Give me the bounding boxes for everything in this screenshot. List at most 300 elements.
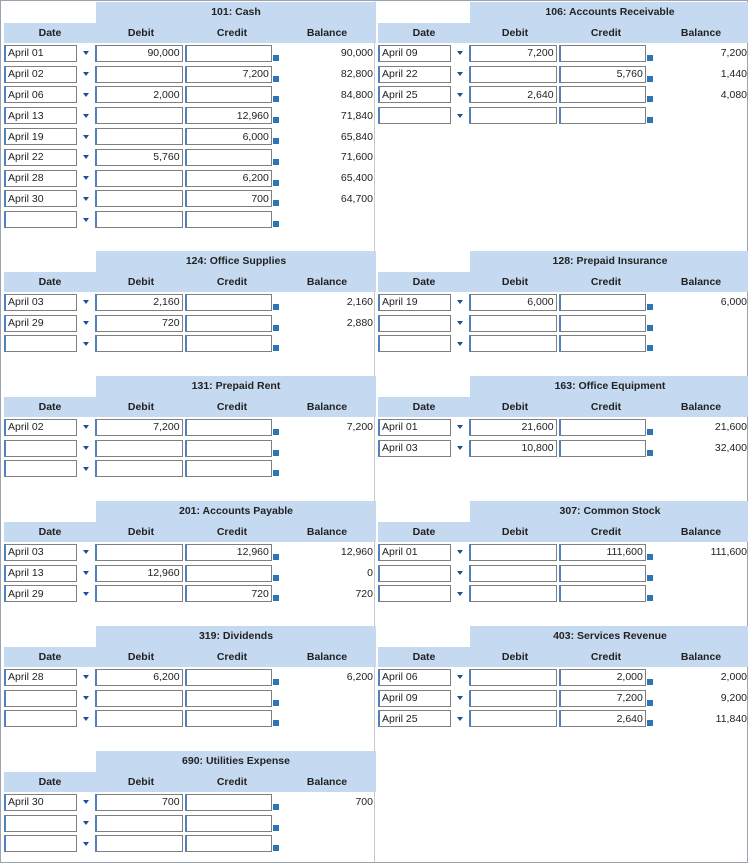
credit-header: Credit bbox=[216, 526, 248, 538]
date-select[interactable] bbox=[4, 211, 77, 228]
dropdown-arrow-icon[interactable] bbox=[77, 294, 95, 311]
debit-input[interactable] bbox=[469, 565, 556, 582]
explanation-flag-icon[interactable] bbox=[273, 221, 279, 227]
balance-value: 84,800 bbox=[340, 88, 373, 101]
date-select[interactable] bbox=[378, 335, 451, 352]
date-select[interactable]: April 22 bbox=[378, 66, 451, 83]
dropdown-arrow-icon[interactable] bbox=[451, 669, 469, 686]
credit-input[interactable]: 2,000 bbox=[559, 669, 646, 686]
dropdown-arrow-icon[interactable] bbox=[77, 170, 95, 187]
date-header: Date bbox=[38, 651, 62, 663]
explanation-flag-icon[interactable] bbox=[273, 845, 279, 851]
balance-value: 65,840 bbox=[340, 130, 373, 143]
date-select[interactable]: April 03 bbox=[4, 544, 77, 561]
explanation-flag-icon[interactable] bbox=[273, 450, 279, 456]
balance-header: Balance bbox=[306, 27, 348, 39]
debit-input[interactable]: 10,800 bbox=[469, 440, 556, 457]
account-title: 690: Utilities Expense bbox=[96, 751, 376, 772]
date-header: Date bbox=[412, 401, 436, 413]
ledger-row bbox=[4, 688, 376, 709]
date-select[interactable]: April 30 bbox=[4, 190, 77, 207]
ledger-row bbox=[378, 334, 748, 355]
ledger-row bbox=[4, 189, 376, 210]
ledger-row bbox=[4, 168, 376, 189]
account-ledger bbox=[4, 2, 376, 230]
debit-input[interactable] bbox=[469, 335, 556, 352]
credit-input[interactable] bbox=[185, 315, 272, 332]
account-title: 201: Accounts Payable bbox=[96, 501, 376, 522]
balance-value: 6,200 bbox=[346, 671, 373, 684]
credit-header: Credit bbox=[590, 276, 622, 288]
debit-input[interactable] bbox=[469, 710, 556, 727]
dropdown-arrow-icon[interactable] bbox=[77, 45, 95, 62]
balance-value: 6,000 bbox=[720, 296, 747, 309]
balance-header: Balance bbox=[306, 776, 348, 788]
date-select[interactable] bbox=[4, 815, 77, 832]
credit-input[interactable] bbox=[559, 107, 646, 124]
date-select[interactable]: April 01 bbox=[378, 419, 451, 436]
date-select[interactable] bbox=[4, 690, 77, 707]
dropdown-arrow-icon[interactable] bbox=[451, 690, 469, 707]
balance-header: Balance bbox=[680, 401, 722, 413]
date-select[interactable]: April 29 bbox=[4, 585, 77, 602]
dropdown-arrow-icon[interactable] bbox=[77, 86, 95, 103]
dropdown-arrow-icon[interactable] bbox=[77, 585, 95, 602]
balance-value: 64,700 bbox=[340, 192, 373, 205]
date-select[interactable]: April 03 bbox=[378, 440, 451, 457]
credit-input[interactable] bbox=[559, 335, 646, 352]
credit-input[interactable] bbox=[559, 45, 646, 62]
account-ledger bbox=[378, 251, 748, 354]
dropdown-arrow-icon[interactable] bbox=[77, 149, 95, 166]
date-select[interactable]: April 09 bbox=[378, 45, 451, 62]
ledger-row bbox=[4, 542, 376, 563]
credit-header: Credit bbox=[216, 401, 248, 413]
account-title: 106: Accounts Receivable bbox=[470, 2, 748, 23]
debit-input[interactable]: 6,200 bbox=[95, 669, 182, 686]
credit-input[interactable] bbox=[185, 690, 272, 707]
credit-header: Credit bbox=[590, 27, 622, 39]
dropdown-arrow-icon[interactable] bbox=[77, 315, 95, 332]
dropdown-arrow-icon[interactable] bbox=[451, 565, 469, 582]
explanation-flag-icon[interactable] bbox=[273, 720, 279, 726]
date-select[interactable]: April 03 bbox=[4, 294, 77, 311]
account-title: 163: Office Equipment bbox=[470, 376, 748, 397]
debit-input[interactable] bbox=[95, 440, 182, 457]
column-header-row bbox=[4, 397, 376, 417]
dropdown-arrow-icon[interactable] bbox=[451, 66, 469, 83]
date-select[interactable]: April 25 bbox=[378, 710, 451, 727]
account-ledger bbox=[4, 376, 376, 479]
ledger-row bbox=[4, 85, 376, 106]
balance-value: 111,600 bbox=[710, 546, 747, 559]
debit-input[interactable] bbox=[95, 710, 182, 727]
debit-input[interactable] bbox=[469, 690, 556, 707]
credit-input[interactable] bbox=[185, 710, 272, 727]
credit-header: Credit bbox=[216, 776, 248, 788]
debit-input[interactable]: 5,760 bbox=[95, 149, 182, 166]
debit-input[interactable]: 7,200 bbox=[469, 45, 556, 62]
credit-input[interactable] bbox=[185, 211, 272, 228]
ledger-row bbox=[378, 417, 748, 438]
ledger-row bbox=[378, 85, 748, 106]
debit-header: Debit bbox=[127, 276, 155, 288]
column-header-row bbox=[378, 23, 748, 43]
credit-input[interactable] bbox=[185, 565, 272, 582]
ledger-row bbox=[4, 64, 376, 85]
debit-input[interactable]: 6,000 bbox=[469, 294, 556, 311]
debit-header: Debit bbox=[127, 27, 155, 39]
debit-header: Debit bbox=[127, 651, 155, 663]
balance-value: 0 bbox=[367, 567, 373, 580]
credit-header: Credit bbox=[590, 526, 622, 538]
credit-input[interactable] bbox=[559, 565, 646, 582]
balance-value: 7,200 bbox=[346, 421, 373, 434]
balance-header: Balance bbox=[680, 526, 722, 538]
balance-value: 71,600 bbox=[340, 151, 373, 164]
credit-input[interactable] bbox=[185, 835, 272, 852]
credit-input[interactable] bbox=[559, 86, 646, 103]
date-select[interactable]: April 13 bbox=[4, 565, 77, 582]
dropdown-arrow-icon[interactable] bbox=[451, 440, 469, 457]
credit-header: Credit bbox=[590, 651, 622, 663]
credit-input[interactable] bbox=[185, 335, 272, 352]
debit-input[interactable] bbox=[95, 815, 182, 832]
debit-header: Debit bbox=[127, 401, 155, 413]
account-ledger bbox=[4, 751, 376, 854]
date-select[interactable]: April 19 bbox=[4, 128, 77, 145]
dropdown-arrow-icon[interactable] bbox=[77, 835, 95, 852]
account-title: 319: Dividends bbox=[96, 626, 376, 647]
date-header: Date bbox=[38, 27, 62, 39]
ledger-row bbox=[4, 584, 376, 605]
ledger-row bbox=[378, 667, 748, 688]
balance-value: 2,160 bbox=[346, 296, 373, 309]
balance-value: 700 bbox=[355, 796, 373, 809]
date-select[interactable]: April 06 bbox=[4, 86, 77, 103]
date-header: Date bbox=[412, 651, 436, 663]
debit-input[interactable]: 700 bbox=[95, 794, 182, 811]
date-select[interactable] bbox=[378, 585, 451, 602]
ledger-row bbox=[378, 105, 748, 126]
debit-input[interactable]: 2,640 bbox=[469, 86, 556, 103]
debit-input[interactable] bbox=[95, 128, 182, 145]
explanation-flag-icon[interactable] bbox=[273, 700, 279, 706]
balance-header: Balance bbox=[306, 651, 348, 663]
ledger-row bbox=[4, 459, 376, 480]
ledger-row bbox=[4, 105, 376, 126]
balance-value: 11,840 bbox=[715, 712, 747, 725]
account-ledger bbox=[378, 376, 748, 459]
debit-header: Debit bbox=[501, 526, 529, 538]
balance-header: Balance bbox=[306, 526, 348, 538]
date-select[interactable] bbox=[4, 460, 77, 477]
date-select[interactable]: April 22 bbox=[4, 149, 77, 166]
dropdown-arrow-icon[interactable] bbox=[451, 585, 469, 602]
date-select[interactable]: April 01 bbox=[378, 544, 451, 561]
account-ledger bbox=[378, 2, 748, 126]
dropdown-arrow-icon[interactable] bbox=[451, 710, 469, 727]
credit-input[interactable] bbox=[559, 440, 646, 457]
account-title: 128: Prepaid Insurance bbox=[470, 251, 748, 272]
column-header-row bbox=[4, 522, 376, 542]
date-header: Date bbox=[412, 276, 436, 288]
credit-input[interactable] bbox=[185, 419, 272, 436]
explanation-flag-icon[interactable] bbox=[647, 575, 653, 581]
ledger-row bbox=[378, 688, 748, 709]
credit-input[interactable] bbox=[559, 419, 646, 436]
date-select[interactable]: April 06 bbox=[378, 669, 451, 686]
column-header-row bbox=[4, 272, 376, 292]
date-select[interactable] bbox=[4, 710, 77, 727]
credit-input[interactable]: 6,000 bbox=[185, 128, 272, 145]
debit-input[interactable] bbox=[95, 835, 182, 852]
date-select[interactable]: April 02 bbox=[4, 66, 77, 83]
ledger-row bbox=[4, 667, 376, 688]
explanation-flag-icon[interactable] bbox=[647, 325, 653, 331]
credit-input[interactable]: 7,200 bbox=[185, 66, 272, 83]
balance-value: 90,000 bbox=[340, 47, 373, 60]
account-title: 101: Cash bbox=[96, 2, 376, 23]
ledger-row bbox=[378, 313, 748, 334]
ledger-row bbox=[378, 438, 748, 459]
debit-input[interactable] bbox=[469, 107, 556, 124]
debit-header: Debit bbox=[501, 276, 529, 288]
ledger-row bbox=[378, 43, 748, 64]
explanation-flag-icon[interactable] bbox=[647, 345, 653, 351]
ledger-row bbox=[378, 542, 748, 563]
debit-input[interactable] bbox=[95, 460, 182, 477]
ledger-row bbox=[4, 792, 376, 813]
date-header: Date bbox=[38, 401, 62, 413]
dropdown-arrow-icon[interactable] bbox=[77, 107, 95, 124]
credit-input[interactable]: 12,960 bbox=[185, 107, 272, 124]
dropdown-arrow-icon[interactable] bbox=[77, 211, 95, 228]
date-select[interactable]: April 25 bbox=[378, 86, 451, 103]
date-select[interactable] bbox=[4, 835, 77, 852]
dropdown-arrow-icon[interactable] bbox=[77, 794, 95, 811]
dropdown-arrow-icon[interactable] bbox=[451, 315, 469, 332]
credit-input[interactable] bbox=[185, 669, 272, 686]
balance-value: 4,080 bbox=[720, 88, 747, 101]
credit-input[interactable] bbox=[185, 294, 272, 311]
dropdown-arrow-icon[interactable] bbox=[77, 544, 95, 561]
credit-input[interactable] bbox=[185, 45, 272, 62]
debit-input[interactable] bbox=[469, 669, 556, 686]
account-title: 124: Office Supplies bbox=[96, 251, 376, 272]
dropdown-arrow-icon[interactable] bbox=[77, 128, 95, 145]
dropdown-arrow-icon[interactable] bbox=[451, 419, 469, 436]
ledger-row bbox=[4, 438, 376, 459]
ledger-row bbox=[4, 43, 376, 64]
column-header-row bbox=[378, 272, 748, 292]
ledger-row bbox=[4, 292, 376, 313]
credit-header: Credit bbox=[590, 401, 622, 413]
balance-value: 32,400 bbox=[714, 442, 747, 455]
credit-input[interactable] bbox=[559, 585, 646, 602]
debit-header: Debit bbox=[501, 401, 529, 413]
credit-input[interactable] bbox=[559, 294, 646, 311]
dropdown-arrow-icon[interactable] bbox=[77, 419, 95, 436]
dropdown-arrow-icon[interactable] bbox=[77, 66, 95, 83]
debit-header: Debit bbox=[501, 27, 529, 39]
dropdown-arrow-icon[interactable] bbox=[451, 86, 469, 103]
credit-input[interactable]: 12,960 bbox=[185, 544, 272, 561]
date-select[interactable]: April 28 bbox=[4, 669, 77, 686]
date-select[interactable]: April 19 bbox=[378, 294, 451, 311]
dropdown-arrow-icon[interactable] bbox=[77, 815, 95, 832]
column-header-row bbox=[378, 397, 748, 417]
credit-input[interactable] bbox=[185, 440, 272, 457]
ledger-row bbox=[4, 313, 376, 334]
credit-input[interactable] bbox=[559, 315, 646, 332]
date-header: Date bbox=[412, 526, 436, 538]
date-select[interactable]: April 09 bbox=[378, 690, 451, 707]
dropdown-arrow-icon[interactable] bbox=[77, 190, 95, 207]
account-ledger bbox=[4, 626, 376, 729]
debit-input[interactable] bbox=[95, 690, 182, 707]
ledger-row bbox=[4, 334, 376, 355]
dropdown-arrow-icon[interactable] bbox=[77, 710, 95, 727]
debit-input[interactable] bbox=[95, 66, 182, 83]
dropdown-arrow-icon[interactable] bbox=[77, 440, 95, 457]
credit-input[interactable]: 5,760 bbox=[559, 66, 646, 83]
balance-value: 2,880 bbox=[346, 317, 373, 330]
balance-header: Balance bbox=[680, 276, 722, 288]
credit-input[interactable] bbox=[185, 149, 272, 166]
debit-input[interactable] bbox=[95, 585, 182, 602]
balance-value: 65,400 bbox=[340, 172, 373, 185]
dropdown-arrow-icon[interactable] bbox=[77, 460, 95, 477]
column-header-row bbox=[4, 647, 376, 667]
dropdown-arrow-icon[interactable] bbox=[77, 565, 95, 582]
debit-input[interactable]: 720 bbox=[95, 315, 182, 332]
balance-value: 7,200 bbox=[720, 47, 747, 60]
account-ledger bbox=[4, 251, 376, 354]
explanation-flag-icon[interactable] bbox=[273, 470, 279, 476]
credit-input[interactable]: 7,200 bbox=[559, 690, 646, 707]
date-select[interactable] bbox=[4, 335, 77, 352]
debit-input[interactable]: 2,160 bbox=[95, 294, 182, 311]
credit-input[interactable]: 2,640 bbox=[559, 710, 646, 727]
ledger-row bbox=[4, 417, 376, 438]
credit-input[interactable]: 700 bbox=[185, 190, 272, 207]
dropdown-arrow-icon[interactable] bbox=[451, 294, 469, 311]
account-title: 131: Prepaid Rent bbox=[96, 376, 376, 397]
explanation-flag-icon[interactable] bbox=[647, 595, 653, 601]
column-header-row bbox=[4, 23, 376, 43]
debit-input[interactable] bbox=[469, 544, 556, 561]
credit-input[interactable] bbox=[185, 794, 272, 811]
dropdown-arrow-icon[interactable] bbox=[451, 107, 469, 124]
explanation-flag-icon[interactable] bbox=[647, 117, 653, 123]
balance-value: 21,600 bbox=[714, 421, 747, 434]
column-header-row bbox=[378, 647, 748, 667]
date-select[interactable]: April 29 bbox=[4, 315, 77, 332]
credit-header: Credit bbox=[216, 276, 248, 288]
debit-input[interactable] bbox=[95, 170, 182, 187]
debit-input[interactable] bbox=[95, 107, 182, 124]
credit-input[interactable] bbox=[185, 86, 272, 103]
date-select[interactable] bbox=[378, 315, 451, 332]
column-header-row bbox=[378, 522, 748, 542]
dropdown-arrow-icon[interactable] bbox=[77, 335, 95, 352]
balance-value: 2,000 bbox=[720, 671, 747, 684]
account-ledger bbox=[378, 501, 748, 604]
balance-value: 12,960 bbox=[340, 546, 373, 559]
debit-input[interactable] bbox=[95, 335, 182, 352]
debit-input[interactable] bbox=[469, 585, 556, 602]
dropdown-arrow-icon[interactable] bbox=[77, 669, 95, 686]
column-header-row bbox=[4, 772, 376, 792]
date-select[interactable] bbox=[378, 107, 451, 124]
explanation-flag-icon[interactable] bbox=[273, 345, 279, 351]
balance-header: Balance bbox=[680, 27, 722, 39]
dropdown-arrow-icon[interactable] bbox=[451, 544, 469, 561]
ledger-row bbox=[4, 209, 376, 230]
date-select[interactable] bbox=[378, 565, 451, 582]
debit-input[interactable] bbox=[469, 315, 556, 332]
debit-input[interactable]: 12,960 bbox=[95, 565, 182, 582]
dropdown-arrow-icon[interactable] bbox=[451, 335, 469, 352]
credit-header: Credit bbox=[216, 27, 248, 39]
dropdown-arrow-icon[interactable] bbox=[451, 45, 469, 62]
date-select[interactable]: April 30 bbox=[4, 794, 77, 811]
balance-value: 82,800 bbox=[340, 68, 373, 81]
ledger-row bbox=[4, 813, 376, 834]
date-select[interactable]: April 13 bbox=[4, 107, 77, 124]
debit-input[interactable]: 21,600 bbox=[469, 419, 556, 436]
date-select[interactable]: April 28 bbox=[4, 170, 77, 187]
ledger-row bbox=[4, 563, 376, 584]
debit-header: Debit bbox=[501, 651, 529, 663]
balance-value: 9,200 bbox=[720, 692, 747, 705]
credit-input[interactable] bbox=[185, 815, 272, 832]
balance-header: Balance bbox=[306, 276, 348, 288]
debit-input[interactable] bbox=[95, 211, 182, 228]
balance-value: 720 bbox=[355, 587, 373, 600]
ledger-row bbox=[378, 64, 748, 85]
debit-input[interactable]: 90,000 bbox=[95, 45, 182, 62]
debit-input[interactable] bbox=[95, 190, 182, 207]
credit-header: Credit bbox=[216, 651, 248, 663]
ledger-row bbox=[4, 147, 376, 168]
account-title: 403: Services Revenue bbox=[470, 626, 748, 647]
debit-header: Debit bbox=[127, 776, 155, 788]
explanation-flag-icon[interactable] bbox=[273, 825, 279, 831]
debit-input[interactable]: 7,200 bbox=[95, 419, 182, 436]
debit-input[interactable] bbox=[95, 544, 182, 561]
debit-input[interactable] bbox=[469, 66, 556, 83]
ledger-row bbox=[4, 834, 376, 855]
credit-input[interactable]: 6,200 bbox=[185, 170, 272, 187]
date-header: Date bbox=[38, 776, 62, 788]
credit-input[interactable] bbox=[185, 460, 272, 477]
debit-header: Debit bbox=[127, 526, 155, 538]
date-select[interactable] bbox=[4, 440, 77, 457]
date-select[interactable]: April 02 bbox=[4, 419, 77, 436]
date-select[interactable]: April 01 bbox=[4, 45, 77, 62]
credit-input[interactable]: 720 bbox=[185, 585, 272, 602]
date-header: Date bbox=[38, 276, 62, 288]
debit-input[interactable]: 2,000 bbox=[95, 86, 182, 103]
credit-input[interactable]: 111,600 bbox=[559, 544, 646, 561]
ledger-row bbox=[4, 709, 376, 730]
dropdown-arrow-icon[interactable] bbox=[77, 690, 95, 707]
balance-value: 71,840 bbox=[340, 109, 373, 122]
account-title: 307: Common Stock bbox=[470, 501, 748, 522]
account-ledger bbox=[4, 501, 376, 604]
